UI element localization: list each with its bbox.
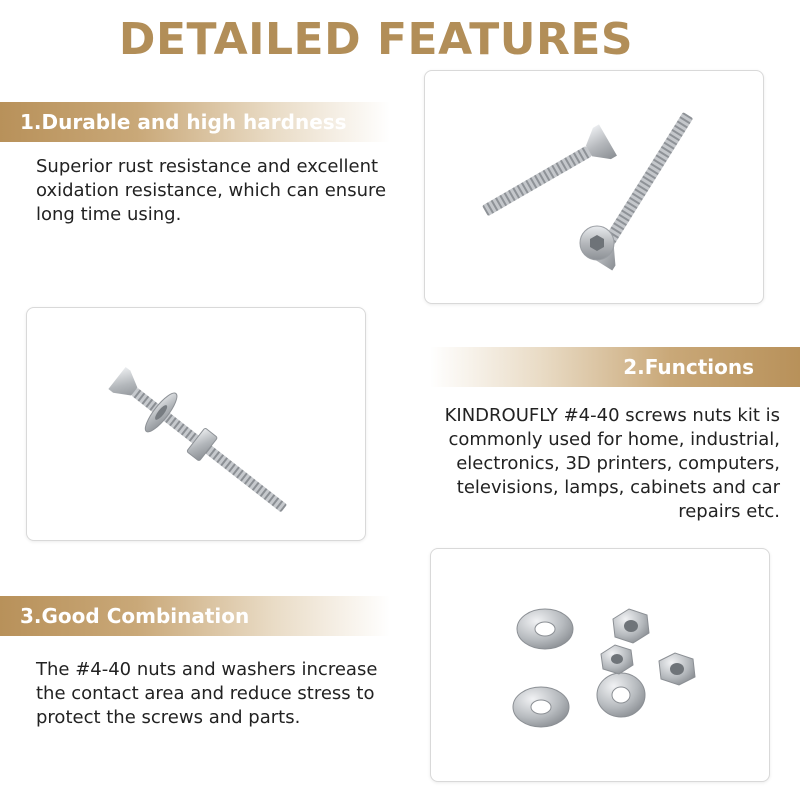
product-image-assembly <box>26 307 366 541</box>
feature-text-functions: KINDROUFLY #4-40 screws nuts kit is commonly used for home, industrial, electronics, 3D printers, computers, televisions, lamps, cabinets and car repairs etc. <box>444 405 780 522</box>
two-screws-illustration <box>425 71 763 303</box>
screw-washer-nut-illustration <box>27 308 365 540</box>
feature-heading-functions: 2.Functions <box>430 347 800 387</box>
page-title: DETAILED FEATURES <box>118 14 634 65</box>
product-image-screws <box>424 70 764 304</box>
product-image-nuts-washers <box>430 548 770 782</box>
feature-heading-durable: 1.Durable and high hardness <box>0 102 390 142</box>
feature-text-durable: Superior rust resistance and excellent oxidation resistance, which can ensure long time using. <box>36 156 387 225</box>
feature-text-combination: The #4-40 nuts and washers increase the contact area and reduce stress to protect the screws and parts. <box>36 659 378 728</box>
feature-heading-combination: 3.Good Combination <box>0 596 390 636</box>
nuts-washers-illustration <box>431 549 769 781</box>
